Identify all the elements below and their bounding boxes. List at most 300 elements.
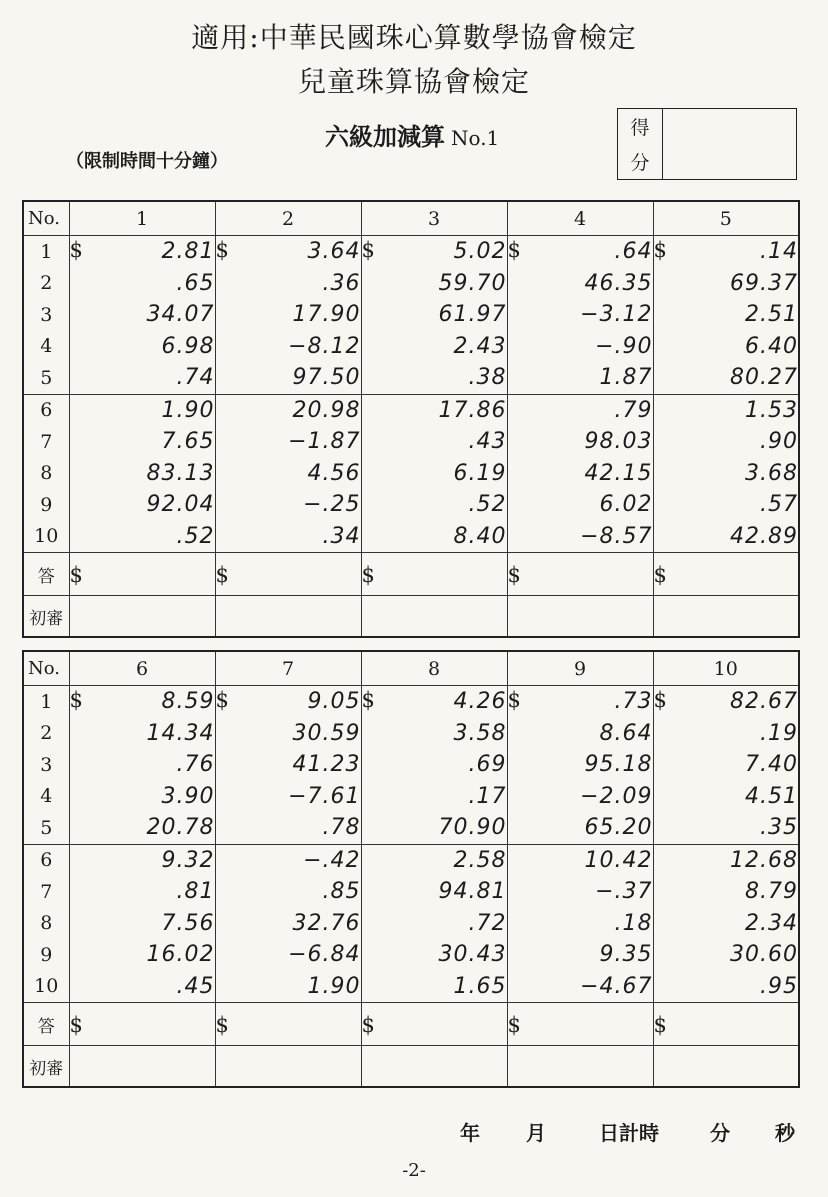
- problem-value: 7.65: [161, 429, 215, 455]
- problem-value-cell: [361, 908, 507, 940]
- problem-value-cell: [653, 686, 799, 718]
- problem-value: .78: [322, 815, 361, 841]
- problem-value-cell: [69, 236, 215, 268]
- problem-value: 80.27: [730, 365, 798, 391]
- dollar-sign: $: [653, 688, 668, 712]
- problem-value-cell: [653, 939, 799, 971]
- problem-value: 2.43: [453, 333, 507, 359]
- problem-row: [23, 939, 799, 971]
- check-field[interactable]: [215, 596, 361, 638]
- problem-value-cell: [215, 812, 361, 844]
- dollar-sign: $: [215, 1013, 229, 1037]
- problem-value: 9.05: [307, 689, 361, 715]
- problem-value-cell: [215, 458, 361, 490]
- problem-value-cell: [215, 489, 361, 521]
- problem-value: 82.67: [730, 689, 798, 715]
- exam-subtitle-text: 六級加減算: [325, 123, 445, 151]
- problem-value-cell: [653, 812, 799, 844]
- problem-value-cell: [653, 299, 799, 331]
- score-field[interactable]: [663, 109, 796, 179]
- problem-row: [23, 489, 799, 521]
- dollar-sign: $: [215, 238, 230, 262]
- problem-value: 14.34: [146, 720, 215, 746]
- problem-value-cell: [653, 331, 799, 363]
- check-field[interactable]: [69, 596, 215, 638]
- problem-value-cell: [361, 331, 507, 363]
- problem-value: 34.07: [146, 302, 215, 328]
- row-number: 9: [23, 939, 69, 971]
- problem-value: .79: [614, 397, 653, 423]
- problem-value: −7.61: [288, 783, 361, 809]
- problem-row: [23, 458, 799, 490]
- problem-value: .17: [468, 783, 507, 809]
- problem-value-cell: [507, 718, 653, 750]
- problem-value-cell: [361, 268, 507, 300]
- problem-value-cell: [69, 971, 215, 1003]
- score-label-char-1: 得: [630, 117, 650, 139]
- problem-value-cell: [507, 268, 653, 300]
- problem-value: −2.09: [580, 783, 653, 809]
- problem-value: 59.70: [438, 270, 507, 296]
- problem-row: [23, 521, 799, 553]
- problem-row: [23, 236, 799, 268]
- problem-value-cell: [361, 749, 507, 781]
- row-number: 1: [23, 236, 69, 268]
- problem-value: .38: [468, 365, 507, 391]
- row-number: 7: [23, 426, 69, 458]
- header-title-line2: 兒童珠算協會檢定: [297, 65, 530, 98]
- header-title-line1: 適用:中華民國珠心算數學協會檢定: [191, 21, 637, 54]
- time-limit: （限制時間十分鐘）: [66, 151, 228, 172]
- exam-number: No.1: [451, 126, 500, 150]
- problem-value-cell: [507, 362, 653, 394]
- row-number: 9: [23, 489, 69, 521]
- problem-value: 4.56: [307, 460, 361, 486]
- problem-value: 20.78: [146, 815, 215, 841]
- dollar-sign: $: [507, 238, 522, 262]
- problem-value: .35: [760, 815, 798, 841]
- problem-value-cell: [653, 749, 799, 781]
- dollar-sign: $: [69, 688, 84, 712]
- problem-value-cell: [69, 331, 215, 363]
- problem-value: 4.26: [453, 689, 507, 715]
- problem-value: 95.18: [584, 752, 653, 778]
- problem-value-cell: [215, 844, 361, 876]
- problem-value-cell: [507, 908, 653, 940]
- column-header: 1: [69, 201, 215, 236]
- problem-value: .74: [176, 365, 215, 391]
- problem-row: [23, 299, 799, 331]
- problem-value-cell: [507, 971, 653, 1003]
- column-header: 4: [507, 201, 653, 236]
- column-header: 7: [215, 651, 361, 686]
- problem-value: 30.59: [292, 720, 361, 746]
- answer-row: [23, 1003, 799, 1046]
- problem-value: 97.50: [292, 365, 361, 391]
- problem-value-cell: [69, 939, 215, 971]
- problem-value: −3.12: [580, 302, 653, 328]
- dollar-sign: $: [361, 688, 376, 712]
- problem-value-cell: [653, 971, 799, 1003]
- problem-value: .19: [760, 720, 798, 746]
- problem-row: [23, 331, 799, 363]
- problem-value-cell: [215, 876, 361, 908]
- check-field[interactable]: [507, 596, 653, 638]
- problem-row: [23, 686, 799, 718]
- problem-row: [23, 362, 799, 394]
- problem-value: 3.68: [745, 460, 798, 486]
- dollar-sign: $: [361, 238, 376, 262]
- problem-table-2: [22, 650, 800, 1088]
- check-field[interactable]: [215, 1046, 361, 1088]
- problem-value: −1.87: [288, 429, 361, 455]
- problem-value-cell: [653, 781, 799, 813]
- problem-value: 61.97: [438, 302, 507, 328]
- answer-row: [23, 553, 799, 596]
- dollar-sign: $: [361, 1013, 375, 1037]
- problem-table-1: [22, 200, 800, 638]
- answer-field[interactable]: [69, 553, 215, 596]
- problem-value: 42.15: [584, 460, 653, 486]
- row-number: 8: [23, 458, 69, 490]
- check-field[interactable]: [69, 1046, 215, 1088]
- problem-value: 2.51: [745, 302, 798, 328]
- problem-value: .69: [468, 752, 507, 778]
- problem-row: [23, 844, 799, 876]
- problem-value: .43: [468, 429, 507, 455]
- problem-value-cell: [653, 268, 799, 300]
- problem-value-cell: [69, 489, 215, 521]
- column-header: 10: [653, 651, 799, 686]
- dollar-sign: $: [69, 1013, 83, 1037]
- problem-value-cell: [215, 521, 361, 553]
- problem-value-cell: [507, 521, 653, 553]
- problem-value: .90: [760, 429, 798, 455]
- problem-value-cell: [507, 299, 653, 331]
- problem-value-cell: [507, 458, 653, 490]
- problem-value: −8.12: [288, 333, 361, 359]
- problem-value-cell: [69, 362, 215, 394]
- problem-value: 6.19: [453, 460, 507, 486]
- problem-value-cell: [215, 749, 361, 781]
- dollar-sign: $: [653, 563, 667, 587]
- problem-value-cell: [653, 394, 799, 426]
- problem-value: 6.40: [745, 333, 798, 359]
- check-field[interactable]: [653, 596, 799, 638]
- row-number: 5: [23, 812, 69, 844]
- problem-value: −.42: [303, 847, 361, 873]
- problem-value: 7.56: [161, 910, 215, 936]
- column-header: 6: [69, 651, 215, 686]
- problem-value-cell: [215, 781, 361, 813]
- problem-row: [23, 812, 799, 844]
- problem-value-cell: [215, 971, 361, 1003]
- problem-value: .95: [760, 973, 798, 999]
- problem-value-cell: [653, 876, 799, 908]
- problem-value: .52: [468, 492, 507, 518]
- problem-value-cell: [69, 686, 215, 718]
- problem-row: [23, 268, 799, 300]
- score-label-char-2: 分: [630, 152, 650, 174]
- problem-value: 83.13: [146, 460, 215, 486]
- problem-value: .76: [176, 752, 215, 778]
- problem-value: .34: [322, 523, 361, 549]
- problem-value: 30.43: [438, 942, 507, 968]
- problem-value: .52: [176, 523, 215, 549]
- problem-value-cell: [69, 426, 215, 458]
- row-number: 7: [23, 876, 69, 908]
- problem-value-cell: [69, 299, 215, 331]
- problem-value: 17.90: [292, 302, 361, 328]
- problem-value: −.25: [303, 492, 361, 518]
- check-row: [23, 596, 799, 638]
- dollar-sign: $: [653, 238, 668, 262]
- problem-value: 2.34: [745, 910, 798, 936]
- problem-value-cell: [215, 908, 361, 940]
- problem-value: 30.60: [730, 942, 798, 968]
- answer-field[interactable]: [215, 1003, 361, 1046]
- problem-value-cell: [69, 876, 215, 908]
- problem-value: −6.84: [288, 942, 361, 968]
- problem-value-cell: [507, 876, 653, 908]
- row-number: 4: [23, 781, 69, 813]
- problem-value: 16.02: [146, 942, 215, 968]
- problem-value-cell: [69, 908, 215, 940]
- problem-value-cell: [507, 331, 653, 363]
- column-header: 5: [653, 201, 799, 236]
- answer-label: 答: [23, 1003, 69, 1046]
- problem-value-cell: [361, 299, 507, 331]
- problem-value-cell: [507, 489, 653, 521]
- problem-value-cell: [507, 686, 653, 718]
- problem-value-cell: [69, 268, 215, 300]
- problem-value-cell: [653, 236, 799, 268]
- problem-value: 8.64: [599, 720, 653, 746]
- answer-field[interactable]: [361, 553, 507, 596]
- problem-value: 8.59: [161, 689, 215, 715]
- answer-field[interactable]: [653, 1003, 799, 1046]
- problem-value: .64: [614, 239, 653, 265]
- problem-value-cell: [69, 749, 215, 781]
- check-field[interactable]: [361, 1046, 507, 1088]
- footer-year: 年: [460, 1121, 480, 1145]
- footer-month: 月: [526, 1121, 546, 1145]
- problem-value-cell: [361, 971, 507, 1003]
- problem-value-cell: [507, 939, 653, 971]
- problem-value: 1.53: [745, 397, 798, 423]
- check-field[interactable]: [507, 1046, 653, 1088]
- problem-value-cell: [215, 686, 361, 718]
- problem-value: .73: [614, 689, 653, 715]
- dollar-sign: $: [361, 563, 375, 587]
- problem-value: 8.40: [453, 523, 507, 549]
- problem-value-cell: [215, 362, 361, 394]
- column-header: 8: [361, 651, 507, 686]
- problem-row: [23, 971, 799, 1003]
- problem-value-cell: [361, 718, 507, 750]
- problem-value: 9.35: [599, 942, 653, 968]
- problem-value-cell: [215, 268, 361, 300]
- problem-row: [23, 426, 799, 458]
- problem-value-cell: [361, 394, 507, 426]
- no-header: No.: [23, 651, 69, 686]
- problem-value: 6.98: [161, 333, 215, 359]
- score-label: [618, 109, 663, 179]
- problem-value: .18: [614, 910, 653, 936]
- problem-value-cell: [361, 781, 507, 813]
- dollar-sign: $: [507, 563, 521, 587]
- problem-value-cell: [507, 749, 653, 781]
- problem-value: 69.37: [730, 270, 798, 296]
- problem-row: [23, 718, 799, 750]
- problem-value: .81: [176, 879, 215, 905]
- problem-value: .65: [176, 270, 215, 296]
- no-header: No.: [23, 201, 69, 236]
- problem-value: 4.51: [745, 783, 798, 809]
- problem-value: 41.23: [292, 752, 361, 778]
- dollar-sign: $: [69, 238, 84, 262]
- problem-value: 1.87: [599, 365, 653, 391]
- footer-minute: 分: [710, 1121, 730, 1145]
- row-number: 6: [23, 844, 69, 876]
- problem-value: 10.42: [584, 847, 653, 873]
- problem-value-cell: [215, 939, 361, 971]
- problem-value-cell: [69, 394, 215, 426]
- problem-value-cell: [361, 236, 507, 268]
- problem-value-cell: [653, 489, 799, 521]
- problem-value: 20.98: [292, 397, 361, 423]
- problem-value: −4.67: [580, 973, 653, 999]
- row-number: 6: [23, 394, 69, 426]
- check-label: 初審: [23, 596, 69, 638]
- problem-value-cell: [69, 521, 215, 553]
- answer-field[interactable]: [69, 1003, 215, 1046]
- problem-value: 3.58: [453, 720, 507, 746]
- check-field[interactable]: [361, 596, 507, 638]
- problem-value: 2.58: [453, 847, 507, 873]
- problem-value: 65.20: [584, 815, 653, 841]
- problem-value-cell: [653, 458, 799, 490]
- row-number: 1: [23, 686, 69, 718]
- answer-field[interactable]: [507, 1003, 653, 1046]
- problem-value: −.37: [595, 879, 653, 905]
- problem-row: [23, 876, 799, 908]
- problem-value-cell: [361, 426, 507, 458]
- dollar-sign: $: [215, 688, 230, 712]
- answer-field[interactable]: [361, 1003, 507, 1046]
- problem-value-cell: [361, 812, 507, 844]
- check-row: [23, 1046, 799, 1088]
- problem-row: [23, 908, 799, 940]
- problem-value: 2.81: [161, 239, 215, 265]
- check-label: 初審: [23, 1046, 69, 1088]
- problem-value: −.90: [595, 333, 653, 359]
- problem-value: 94.81: [438, 879, 507, 905]
- score-box: [617, 108, 797, 180]
- problem-value-cell: [507, 426, 653, 458]
- footer-second: 秒: [775, 1121, 795, 1145]
- answer-label: 答: [23, 553, 69, 596]
- problem-value-cell: [653, 844, 799, 876]
- row-number: 10: [23, 971, 69, 1003]
- problem-value-cell: [361, 876, 507, 908]
- table-header-row: [23, 651, 799, 686]
- problem-value-cell: [69, 458, 215, 490]
- problem-row: [23, 749, 799, 781]
- problem-value: 46.35: [584, 270, 653, 296]
- problem-value-cell: [69, 718, 215, 750]
- answer-field[interactable]: [215, 553, 361, 596]
- problem-value-cell: [653, 362, 799, 394]
- answer-field[interactable]: [507, 553, 653, 596]
- problem-value-cell: [507, 236, 653, 268]
- problem-value-cell: [361, 686, 507, 718]
- row-number: 3: [23, 749, 69, 781]
- footer-day-time: 日計時: [599, 1121, 659, 1145]
- problem-value-cell: [507, 844, 653, 876]
- row-number: 4: [23, 331, 69, 363]
- problem-value: .45: [176, 973, 215, 999]
- problem-value: 1.65: [453, 973, 507, 999]
- problem-value: 98.03: [584, 429, 653, 455]
- dollar-sign: $: [507, 1013, 521, 1037]
- problem-value-cell: [215, 718, 361, 750]
- problem-value: 5.02: [453, 239, 507, 265]
- problem-row: [23, 394, 799, 426]
- dollar-sign: $: [215, 563, 229, 587]
- answer-field[interactable]: [653, 553, 799, 596]
- problem-value-cell: [215, 331, 361, 363]
- row-number: 2: [23, 268, 69, 300]
- problem-value-cell: [69, 812, 215, 844]
- column-header: 9: [507, 651, 653, 686]
- problem-value-cell: [361, 489, 507, 521]
- page-number: -2-: [402, 1160, 426, 1181]
- problem-value-cell: [361, 939, 507, 971]
- row-number: 10: [23, 521, 69, 553]
- problem-value: .14: [760, 239, 798, 265]
- problem-value: 42.89: [730, 523, 798, 549]
- problem-value-cell: [361, 844, 507, 876]
- row-number: 2: [23, 718, 69, 750]
- problem-value: −8.57: [580, 523, 653, 549]
- problem-value-cell: [361, 521, 507, 553]
- problem-value-cell: [507, 781, 653, 813]
- problem-value: 70.90: [438, 815, 507, 841]
- problem-value-cell: [215, 394, 361, 426]
- problem-value: 32.76: [292, 910, 361, 936]
- column-header: 2: [215, 201, 361, 236]
- problem-value: 1.90: [161, 397, 215, 423]
- problem-value-cell: [507, 394, 653, 426]
- problem-value-cell: [215, 236, 361, 268]
- problem-value: 3.64: [307, 239, 361, 265]
- problem-value: 12.68: [730, 847, 798, 873]
- problem-value-cell: [215, 426, 361, 458]
- problem-value-cell: [361, 458, 507, 490]
- problem-value-cell: [653, 718, 799, 750]
- problem-value: .36: [322, 270, 361, 296]
- check-field[interactable]: [653, 1046, 799, 1088]
- problem-value: 6.02: [599, 492, 653, 518]
- problem-value-cell: [69, 844, 215, 876]
- problem-value-cell: [215, 299, 361, 331]
- problem-row: [23, 781, 799, 813]
- table-header-row: [23, 201, 799, 236]
- problem-value: 92.04: [146, 492, 215, 518]
- exam-subtitle: [325, 117, 499, 152]
- problem-value-cell: [653, 908, 799, 940]
